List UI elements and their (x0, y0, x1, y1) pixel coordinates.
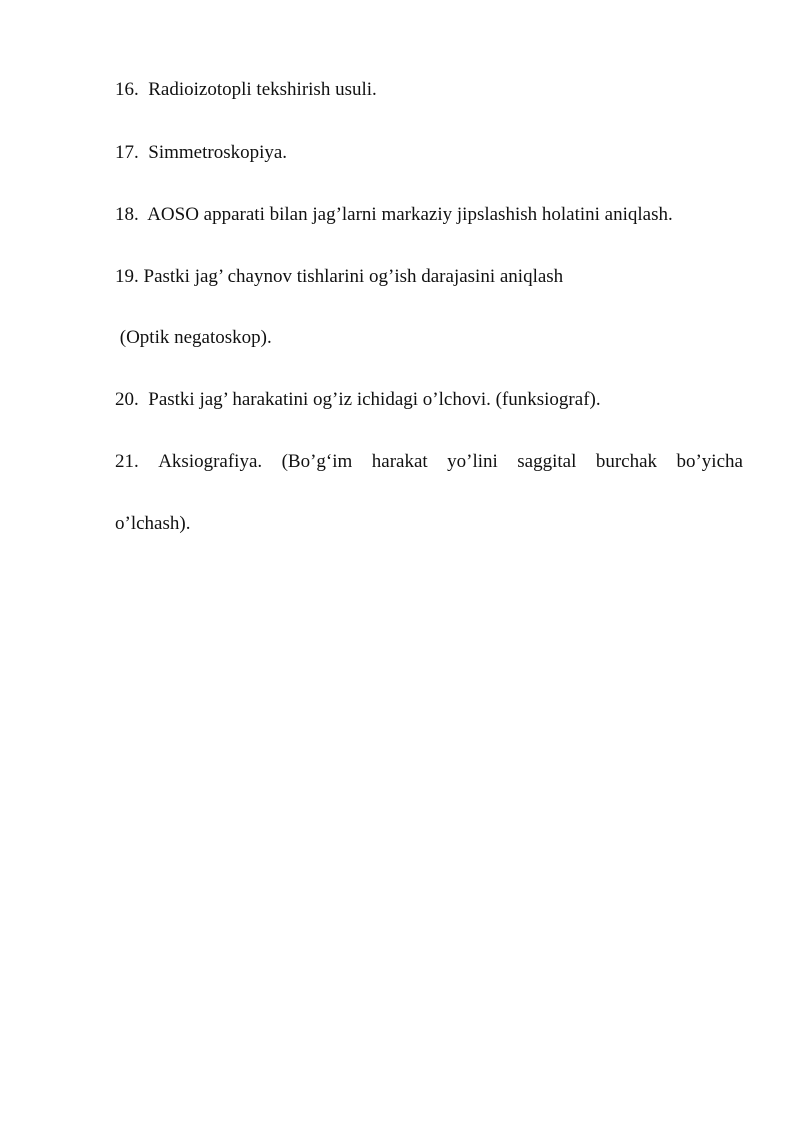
list-item-20: 20. Pastki jag’ harakatini og’iz ichidagi o’lchovi. (funksiograf). (115, 389, 601, 410)
list-item-19-line-1: 19. Pastki jag’ chaynov tishlarini og’ish darajasini aniqlash (115, 266, 564, 287)
list-item-21-line-2: o’lchash). (115, 513, 191, 534)
word: Aksiografiya. (158, 451, 263, 472)
word: burchak (595, 451, 658, 472)
word: yo’lini (447, 451, 498, 472)
list-item-17: 17. Simmetroskopiya. (115, 142, 288, 163)
word: saggital (517, 451, 577, 472)
list-item-19-line-2: (Optik negatoskop). (115, 327, 272, 348)
word: harakat (371, 451, 428, 472)
word: (Bo’g‘im (281, 451, 353, 472)
word: 21. (115, 451, 139, 472)
word: bo’yicha (676, 451, 743, 472)
list-item-21-line-1 (115, 452, 743, 471)
list-item-18: 18. AOSO apparati bilan jag’larni markaziy jipslashish holatini aniqlash. (115, 204, 673, 225)
list-item-16: 16. Radioizotopli tekshirish usuli. (115, 79, 377, 100)
